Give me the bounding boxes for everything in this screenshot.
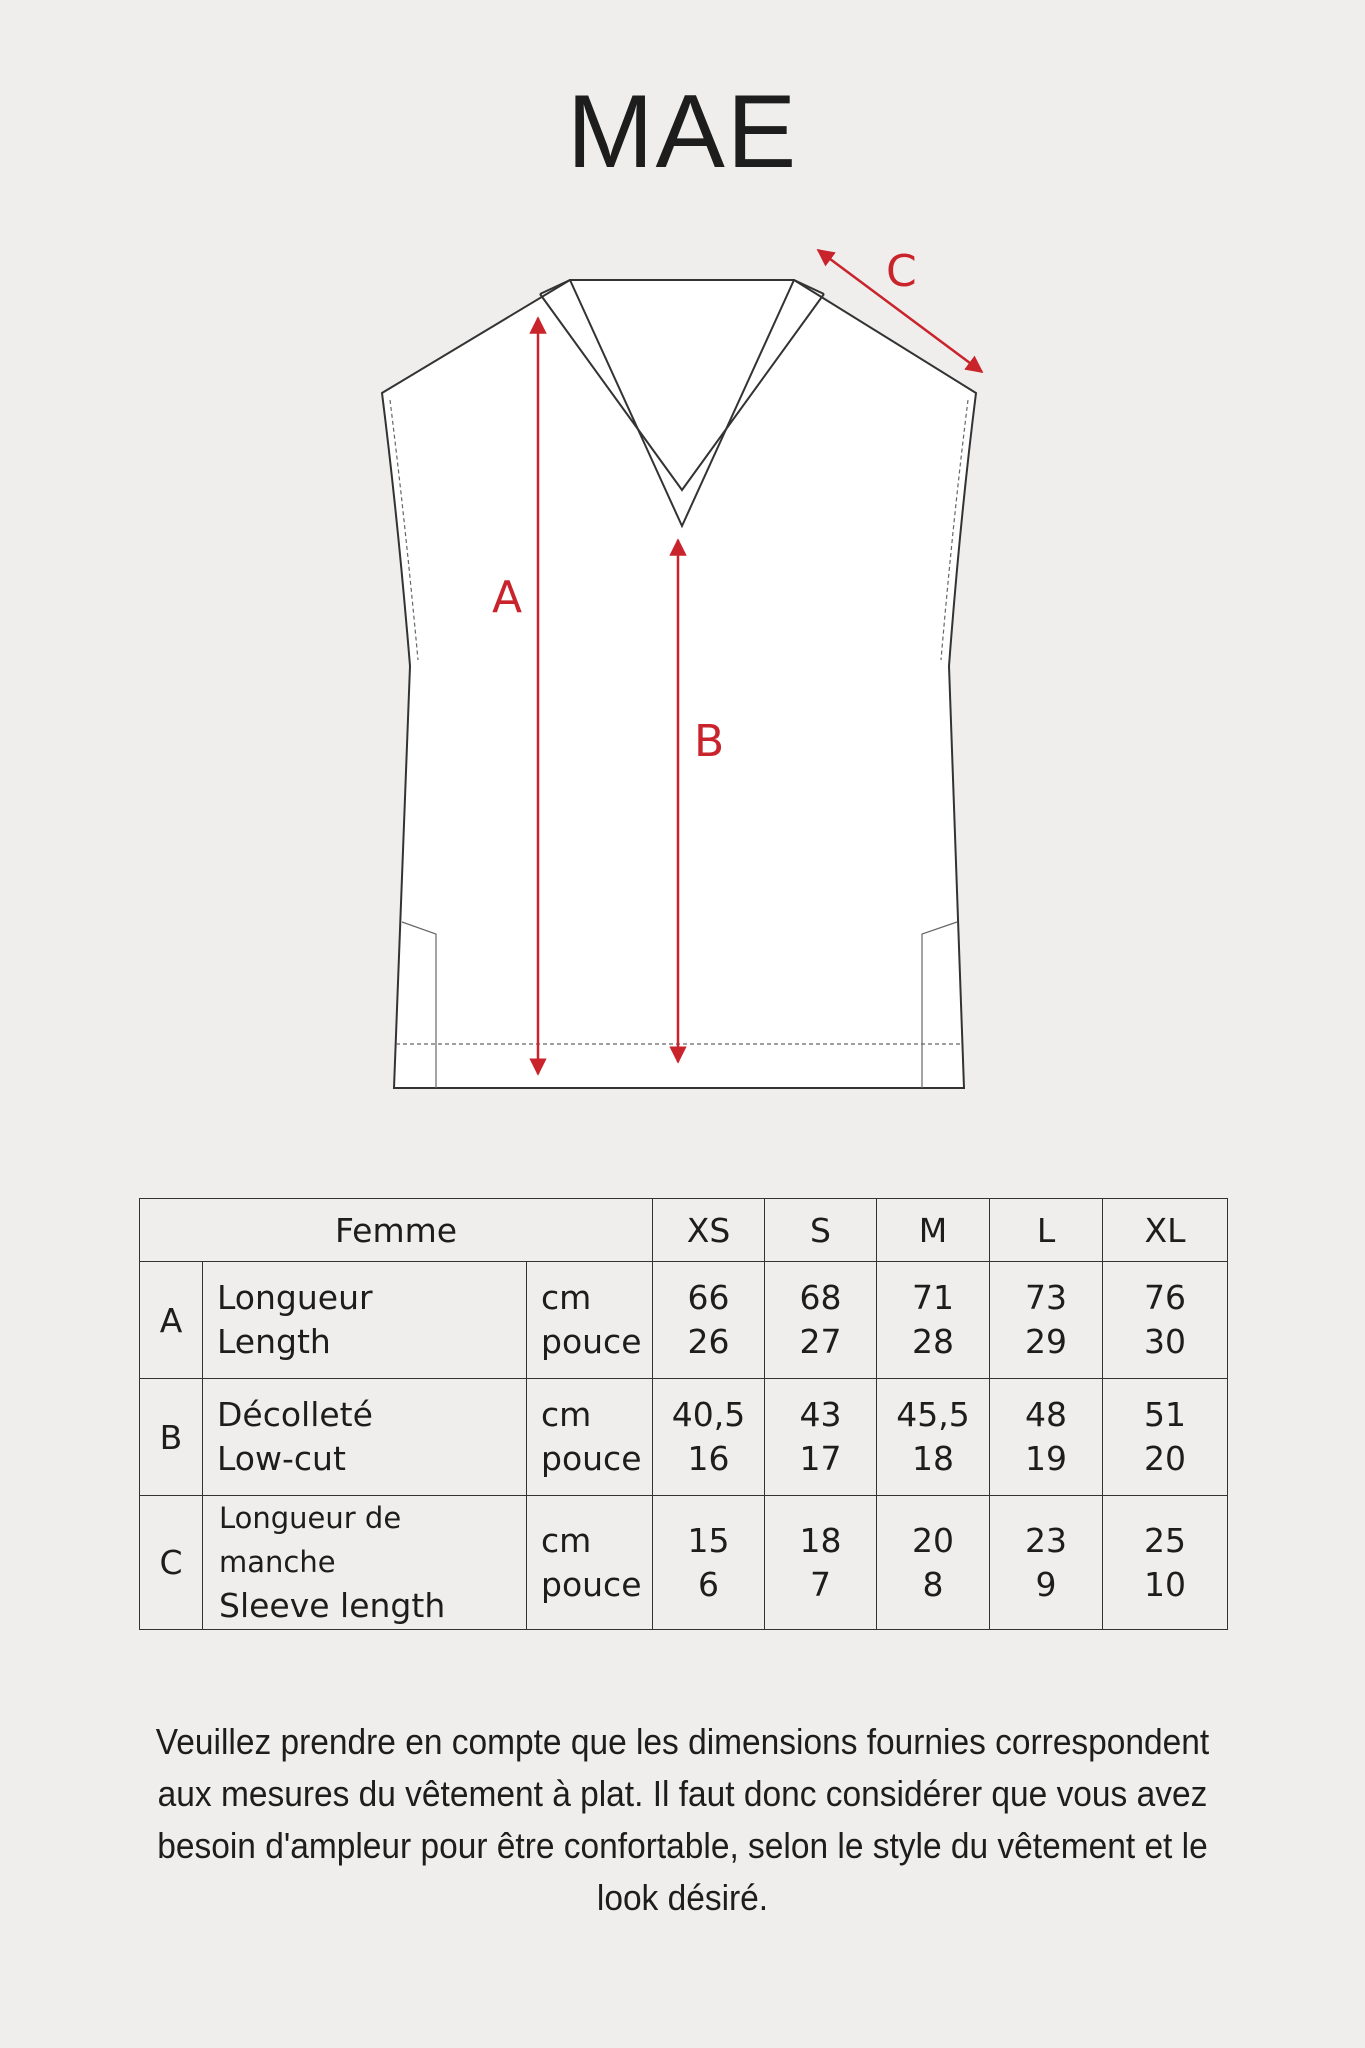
dimension-a-label: A — [492, 572, 523, 623]
header-group: Femme — [140, 1199, 653, 1262]
header-size-xl: XL — [1103, 1199, 1228, 1262]
header-size-xs: XS — [653, 1199, 765, 1262]
cell-s: 18 7 — [765, 1496, 877, 1630]
cell-m: 45,5 18 — [877, 1379, 990, 1496]
table-row — [140, 1262, 1228, 1379]
cell-xl: 25 10 — [1103, 1496, 1228, 1630]
cell-m: 20 8 — [877, 1496, 990, 1630]
row-units: cm pouce — [527, 1262, 653, 1379]
row-letter: A — [140, 1262, 203, 1379]
cell-xl: 51 20 — [1103, 1379, 1228, 1496]
size-chart-table — [139, 1198, 1228, 1630]
cell-l: 48 19 — [990, 1379, 1103, 1496]
row-letter: C — [140, 1496, 203, 1630]
dimension-b-label: B — [694, 716, 725, 767]
cell-l: 23 9 — [990, 1496, 1103, 1630]
row-letter: B — [140, 1379, 203, 1496]
cell-xs: 15 6 — [653, 1496, 765, 1630]
table-row — [140, 1379, 1228, 1496]
cell-xl: 76 30 — [1103, 1262, 1228, 1379]
row-label: Longueur de manche Sleeve length — [203, 1496, 527, 1630]
header-size-s: S — [765, 1199, 877, 1262]
cell-l: 73 29 — [990, 1262, 1103, 1379]
header-size-m: M — [877, 1199, 990, 1262]
dimension-c-label: C — [886, 246, 917, 297]
cell-xs: 40,5 16 — [653, 1379, 765, 1496]
cell-s: 43 17 — [765, 1379, 877, 1496]
table-row — [140, 1496, 1228, 1630]
cell-m: 71 28 — [877, 1262, 990, 1379]
row-units: cm pouce — [527, 1379, 653, 1496]
row-label: Décolleté Low-cut — [203, 1379, 527, 1496]
table-header-row — [140, 1199, 1228, 1262]
measurement-note: Veuillez prendre en compte que les dimensions fournies correspondent aux mesures du vêtement à plat. Il faut donc considérer que vous avez besoin d'ampleur pour être confortable, selon le style du vêtement et le look désiré. — [155, 1721, 1210, 1918]
row-label: Longueur Length — [203, 1262, 527, 1379]
row-units: cm pouce — [527, 1496, 653, 1630]
cell-xs: 66 26 — [653, 1262, 765, 1379]
cell-s: 68 27 — [765, 1262, 877, 1379]
header-size-l: L — [990, 1199, 1103, 1262]
product-title: MAE — [566, 74, 799, 190]
